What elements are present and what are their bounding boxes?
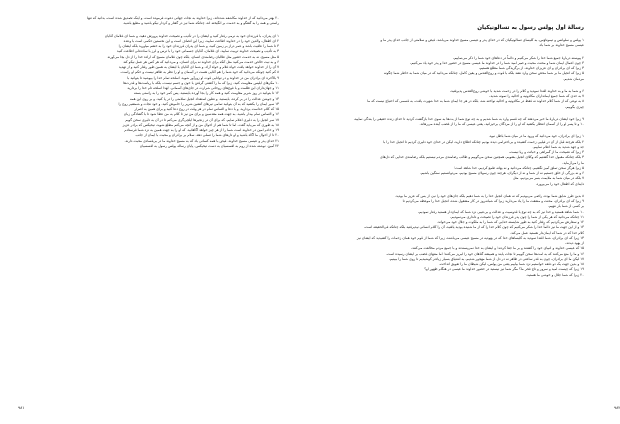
text-line: ۳ چون اعمال ایمان شما و محنت محبت و صبر امید شما را در خداوند ما عیسی مسیح در حضور خدا و پدر خود یاد می‌کنیم، bbox=[410, 60, 584, 65]
text-line: ۸ به نوعی که از شما کلام خداوند نه فقط در مکادونیه و اخائیه نواخته شد، بلکه در هر جا ایمان شما به خدا شهرت یافت، به قسمی که احتیاج نیست که ما bbox=[367, 99, 584, 104]
text-line: ۱۷ سر انجیل را به دلیری اعلام نمایم. که برای آن در زنجیرها ایلچی‌گری می‌کنم تا در آن به دلیری سخن گویم bbox=[125, 117, 279, 122]
paragraph bbox=[14, 16, 279, 27]
text-line: راستی و همه را به گفتگو و به خدمت بر انگیخته اند، چنانکه شما نیز در گفتار و کردار نیکو باشید و مطیع باشید. bbox=[122, 21, 279, 26]
right-page bbox=[300, 0, 620, 424]
text-line: عیسی مسیح خداوند بر شما باد. bbox=[538, 43, 584, 48]
text-line: ۱۵ که کلام خداست بردارید. و با دعا و التماس تمام در هر وقت در روح دعا کنید و برای همین به اصرار bbox=[134, 107, 279, 111]
left-text-column bbox=[14, 16, 279, 151]
text-line: ۲ پیوسته دربارهٔ جمیع شما خدا را شکر می‌کنیم و دائماً در دعاهای خود شما را ذکر می‌نماییم، bbox=[452, 55, 584, 60]
text-line: ۱۳ و از این جهت ما نیز دائماً خدا را شکر می‌کنیم که چون کلام خدا را که از ما شنیده بودید یافتید، آن را کلام انسانی نپذیرفتید بلکه چنانکه فی‌الحقیقه است، bbox=[363, 225, 584, 230]
text-line: جد و جهد شدید به شما اعلام نماییم. bbox=[532, 144, 584, 149]
right-page-number: ۹۸۲ bbox=[614, 405, 620, 410]
text-line: ۶ و نه بزرگی از خلق جستیم نه از شما و نه از دیگران، هرچند چون رسولان مسیح بودیم، می‌توانستیم سنگین باشیم. bbox=[419, 171, 584, 175]
text-line: ۶ و شما به ما و به خداوند اقتدا نمودید و کلام را در زحمت شدید با خوشی روح‌القدس پذیرفتید، bbox=[449, 88, 584, 93]
paragraph bbox=[314, 134, 584, 187]
text-line: ۳ تا شما را عافیت باشد و عمر دراز بر زمین کنید، و شما ای پدران فرزندان خود را به خشم میاورید بلکه ایشان را bbox=[118, 44, 279, 48]
text-line: ۹ زیرا خود ایشان دربارهٔ ما خبر می‌دهند که چه قسم وارد به شما شدیم و به چه نوع شما از بت‌ها به سوی خدا بازگشت کردید تا خدای زنده حقیقی را بندگی نمایید، bbox=[353, 116, 584, 121]
text-line: ۲ ای اطفال، والدین خود را در خداوند اطاعت نمایید، زیرا این انصاف است و این نخستین حکمی است با وعده bbox=[123, 38, 279, 43]
text-line: ۱۰ مکرهای ابلیس مقاومت کنید. زیرا که ما را کشتی گرفتن با خون و جسم نیست، بلکه با ریاست‌ها و قدرت‌ها bbox=[123, 80, 279, 85]
text-line: ۵ مثل مسیح. نه به خدمت حضور مثل طالبان رضامندی انسان، بلکه چون غلامان مسیح که اراده خدا را از دل بجا می‌آورند bbox=[107, 54, 279, 59]
text-line: ۶ و به نیت خالص خدمت می‌کنید مثل آنکه برای خداوند نه برای انسان، و می‌دانید که هر کس هر عمل نیکو کند bbox=[123, 59, 279, 64]
text-line: ۱۸ به طوری که می‌باید گفت. اما تا شما هم از احوال من و از آنچه می‌کنم مطلع شوید، تیخیکس که برادر عزیز bbox=[122, 122, 279, 127]
left-page bbox=[0, 0, 290, 424]
text-line: ۳ زیرا که نصیحت ما از گمراهی و خباثت و ریا نیست، bbox=[508, 150, 584, 154]
text-line: از یهود دیدند، bbox=[565, 241, 584, 245]
text-line: ۱۸ و بدین جهت یک دو دفعه خواستیم نزد شما بیاییم یعنی من پولس، لیکن شیطان ما را تعویق انداخت. bbox=[438, 262, 584, 266]
text-line: ۱۷ لیکن ما ای برادران، چون به قدر ساعتی در ظاهر نه در دل از شما مهجور شدیم، به اشتیاق بسیار زیادتر کوشیدیم تا روی شما را ببینیم. bbox=[388, 256, 584, 261]
text-line: ۱۴ زیرا که ای برادران، شما اقتدا نمودید به کلیساهای خدا که در یهودیه در مسیح عیسی می‌باشند، زیرا که شما از قوم خود همان زحمات را کشیدید که ایشان نیز bbox=[356, 235, 584, 240]
text-line: ۲۰ تا از احوال ما آگاه باشید و او دل‌های شما را تسلی دهد. سلام بر برادران و محبت با ایمان از جانب bbox=[135, 133, 279, 138]
text-line: ۵ زیرا که انجیل ما بر شما محض سخن وارد نشد بلکه با قوت و روح‌القدس و یقین کامل، چنانکه می‌دانید که در میان شما به خاطر شما چگونه bbox=[383, 71, 584, 76]
paragraph bbox=[314, 117, 584, 128]
text-line: ۴ به تأدیب و نصیحت خداوند تربیت نمایید. ای غلامان، آقایان جسمانی خود را با ترس و لرز با ساده‌دلی اطاعت کنید bbox=[116, 49, 279, 54]
text-line: ۱ ای پدران، با فرزندان خود به نرمی رفتار کنید و ایشان را در تأدیب و نصیحت خداوند پرورش دهید، و شما ای غلامان آقایان bbox=[104, 33, 279, 38]
text-line: ۱ زیرا ای برادران، خود می‌دانید که ورود ما در میان شما باطل نبود. bbox=[488, 134, 584, 139]
text-line: ۴ بلکه چنانکه مقبول خدا گشتیم که وکلای انجیل بشویم، همچنین سخن می‌گوییم و طالب رضامندی مردم نیستیم بلکه رضامندی خدایی که دل‌های bbox=[379, 155, 584, 160]
text-line: چیزی بگوییم، bbox=[565, 104, 584, 109]
text-line: ۱۳ و جوشن عدالت را در بر کرده، بایستید. و نعلین استعداد انجیل سلامتی را در پا کنید. و بر روی این همه bbox=[129, 96, 279, 101]
text-line: ۲۲ آمین. نوشته شده از روم به افسسیان به دست تیخیکس. پایان رساله پولس رسول به افسسیان bbox=[139, 143, 279, 148]
text-line: دایه‌ای که اطفال خود را می‌پرورد. bbox=[535, 181, 584, 186]
text-line: ۷ به حدی که شما جمیع ایمانداران مکادونیه و اخائیه را نمونه شدید، bbox=[489, 94, 584, 98]
text-line: ۱۲ تا بتوانید در روز شریر مقاومت کنید و همه کار را بجا آورده بایستید. پس کمر خود را به راستی بسته bbox=[133, 91, 279, 96]
text-line: مردمان شدیم. bbox=[563, 76, 584, 81]
text-line: ۱۶ و التماس تمام بیدار باشید. به جهت همه مقدسین و برای من نیز تا کلام به من عطا شود تا با گشادگی زبان bbox=[123, 112, 279, 117]
paragraph bbox=[314, 38, 584, 49]
text-line: ۹ زیرا که ای برادران، محنت و مشقت ما را یاد می‌دارید زیرا که شبانه‌روز در کار مشغول شده، انجیل خدا را موعظه می‌کردیم تا bbox=[402, 199, 584, 203]
text-line: ۵ زیرا هرگز سخن تملق آمیز نگفتیم، چنانکه می‌دانید و نه بهانه طمع کردیم، خدا شاهد است؛ bbox=[454, 165, 584, 170]
text-line: ۱۶ و ما را منع می‌کنند که به امت‌ها سخن گوییم تا نجات یابند و همیشه گناهان خود را لبریز می‌کنند؛ اما منتهای غضب بر ایشان رسیده است. bbox=[385, 251, 584, 256]
text-line: ۱۱ چنانکه می‌دانید که هر یکی از شما را چون پدر فرزندان خود را نصیحت و دلداری می‌نمودیم، bbox=[450, 214, 584, 219]
left-page-number: ۹۸۱ bbox=[18, 405, 25, 410]
paragraph bbox=[14, 34, 279, 150]
text-line: ۲۰ زیرا که شما جلال و خوشی ما هستید. bbox=[525, 272, 584, 277]
text-line: ۱ پولس و سلوانس و تیموتاؤس، به کلیسای تسالونیکیان که در خدای پدر و عیسی مسیح خداوند می‌باشد. فیض و سلامتی از جانب خدای پدر ما و bbox=[380, 38, 584, 42]
text-line: بر کسی از شما بار ننهیم. bbox=[547, 204, 584, 209]
text-line: ۱۱ و جهان‌داران این ظلمت و با فوج‌های روحانی شرارت در جای‌های آسمانی. لهذا اسلحه تام خدا را بردارید bbox=[127, 86, 279, 90]
text-line: ۲ بلکه هرچند قبل از آن در فیلپی زحمت کشیده و بی‌احترامی دیده بودیم چنانکه اطلاع دارید، لیکن در خدای خود دلیری کردیم تا انجیل خدا را با bbox=[383, 139, 584, 144]
paragraph bbox=[314, 89, 584, 110]
text-line: ۲۰ بهتر می‌دانید که از خداوند مکاشفه شده‌اند، زیرا خداوند به نجات جهانی دعوت فرموده است، و اینک تصدیق شده است، بدانید که تنها bbox=[87, 16, 279, 20]
right-text-blocks bbox=[314, 38, 584, 278]
text-line: ۱۲ و سفارش می‌کردیم که رفتار کنید به طور شایسته خدایی که شما را به ملکوت و جلال خود می‌خواند. bbox=[436, 220, 584, 224]
text-line: ۱۰ شما شاهد هستید و خدا نیز که به چه نوع با قدوسیت و عدالت و بی‌عیبی نزد شما که ایمان‌دار هستید رفتار نمودیم، bbox=[417, 209, 584, 214]
right-text-column bbox=[314, 24, 584, 280]
chapter-title: رسالهٔ اول پولس رسول به تسالونیکیان bbox=[477, 25, 584, 31]
text-line: ۹ بالآخره ای برادران من در خداوند و در توانایی قوت او زورآور شوید. اسلحه تمام خدا را بپوشید تا بتوانید با bbox=[127, 75, 279, 80]
text-line: ما را می‌آزماید. bbox=[562, 160, 584, 165]
text-line: ۱۵ که عیسی خداوند و انبیای خود را کشتند و بر ما جفا کردند؛ و ایشان به خدا نمی‌پسندند و با جمیع مردم مخالفت می‌کنند، bbox=[411, 246, 584, 251]
paragraph bbox=[314, 56, 584, 82]
text-line: کلام خدا که در شما که ایمان‌دار هستید عمل می‌کند. bbox=[510, 230, 584, 235]
text-line: ۸ کم کنید چونکه می‌دانید که خود شما را هم آقایی هست در آسمان و او را نظر به ظاهر نیست و حکم او راست. bbox=[120, 70, 279, 75]
text-line: ۲۱ خدای پدر و عیسی مسیح خداوند. فیض با همه کسانی باد که به مسیح خداوند ما در بی‌فسادی محبت دارند. bbox=[124, 138, 279, 143]
text-line: ۱۴ سپر ایمان را بکشید که به آن بتوانید تمامی تیرهای آتشین شریر را خاموش کنید. و خود نجات و شمشیر روح را bbox=[118, 101, 279, 106]
text-line: ۴ زیرا که ای برادران و ای عزیزان خداوند، از برگزیدگی شما مطلع هستیم، bbox=[478, 66, 584, 70]
text-line: ۸ بدین طرز شایق شما بوده، راضی می‌بودیم که نه همان انجیل خدا را به شما دهیم بلکه جان‌های خود را نیز، از بس که عزیز ما بودید. bbox=[394, 193, 584, 198]
paragraph bbox=[314, 194, 584, 278]
text-line: ۱۰ و تا پسر او را از آسمان انتظار بکشید که او را از مردگان برخیزانید، یعنی عیسی که ما را از غضب آینده می‌رهاند. bbox=[419, 122, 584, 126]
text-line: ۷ آن را از خداوند خواهد یافت خواه غلام و خواه آزاد. و شما ای آقایان با ایشان به همین طور رفتار کنید و از تهدید bbox=[118, 65, 279, 69]
text-line: ۱۹ زیرا که چیست امید و سرور و تاج فخر ما؟ مگر شما نیز نیستید در حضور خداوند ما عیسی در هنگام ظهور او؟ bbox=[424, 267, 584, 272]
text-line: ۷ بلکه در میان شما به ملایمت بسر می‌بردیم، مثل bbox=[513, 176, 584, 181]
text-line: ۱۹ و خادم امین در خداوند است شما را از هر چیز خواهد آگاهانید. که او را به جهت همین به نزد شما فرستادم bbox=[124, 128, 279, 132]
